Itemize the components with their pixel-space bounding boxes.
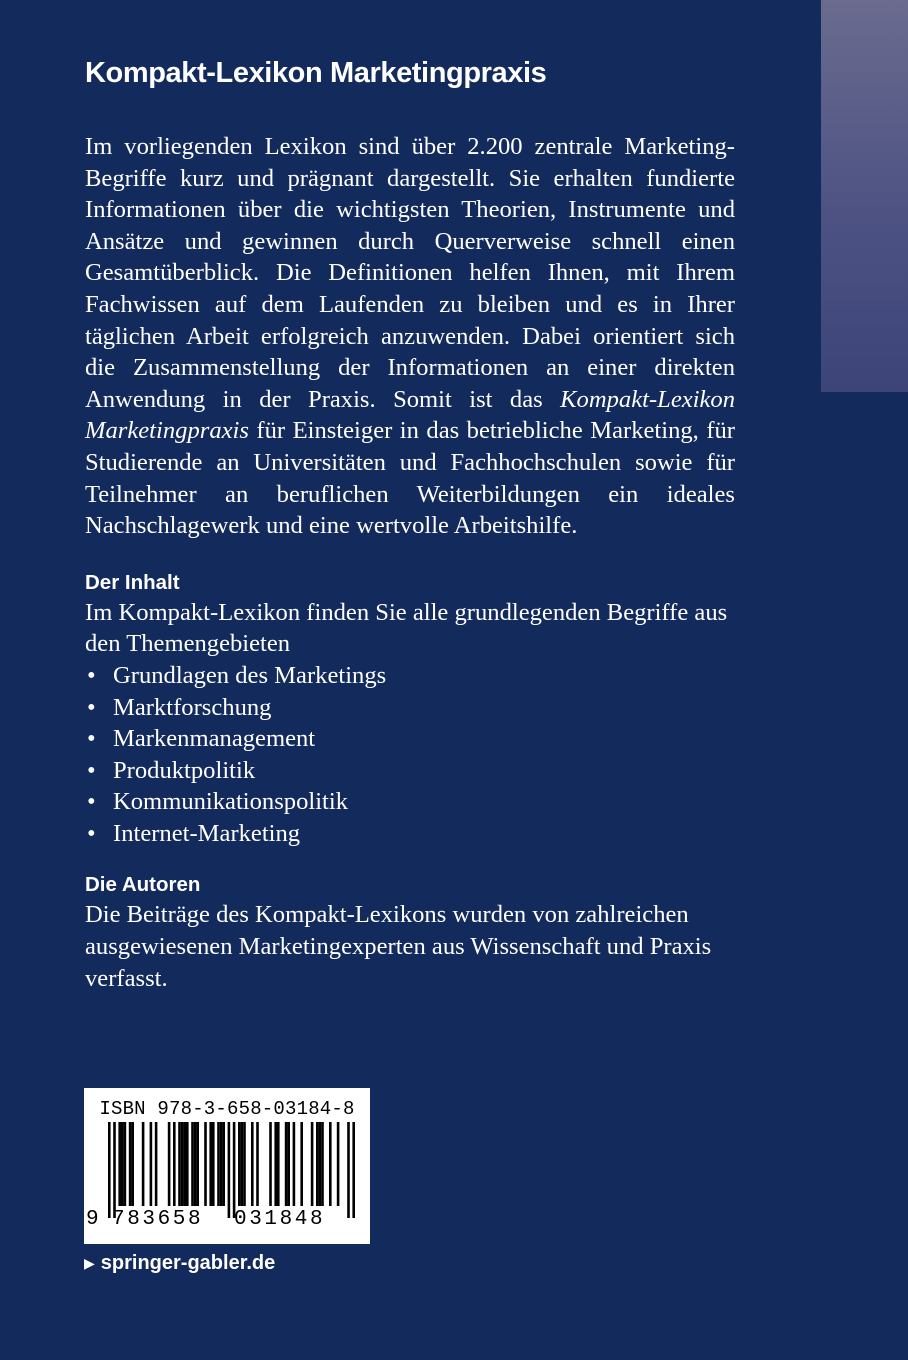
barcode-bar bbox=[204, 1122, 207, 1206]
barcode-bar bbox=[186, 1122, 189, 1206]
barcode-bar bbox=[129, 1122, 132, 1206]
isbn-text: ISBN 978-3-658-03184-8 bbox=[99, 1098, 355, 1120]
website-url: springer-gabler.de bbox=[100, 1252, 276, 1274]
description-text-start: Im vorliegenden Lexikon sind über 2.200 zentrale Marketing-Begriffe kurz und prägnant dargestellt. Sie erhalten fundierte Informationen über die wichtigsten Theorien, Instrumente und Ansätze und gewinnen durch Querverweise schnell einen Gesamtüberblick. Die Definitionen helfen Ihnen, mit Ihrem Fachwissen auf dem Laufenden zu bleiben und es in Ihrer täglichen Arbeit erfolgreich anzuwenden. Dabei orientiert sich die Zusammenstellung der Informationen an einer direkten Anwendung in der Praxis. Somit ist das bbox=[85, 133, 735, 413]
barcode-bar bbox=[220, 1122, 223, 1206]
barcode-bar bbox=[337, 1122, 340, 1206]
barcode-bar bbox=[319, 1122, 322, 1206]
autoren-text: Die Beiträge des Kompakt-Lexikons wurden von zahlreichen ausgewiesenen Marketingexperten aus Wissenschaft und Praxis verfasst. bbox=[85, 901, 712, 992]
barcode-bar bbox=[347, 1122, 350, 1218]
barcode-bar bbox=[168, 1122, 171, 1206]
barcode-bar bbox=[311, 1122, 314, 1206]
barcode-bar bbox=[269, 1122, 272, 1206]
barcode-bar bbox=[251, 1122, 254, 1206]
bullet: • bbox=[87, 756, 96, 784]
barcode-bar bbox=[285, 1122, 288, 1206]
barcode-bar bbox=[243, 1122, 246, 1206]
barcode-bar bbox=[274, 1122, 277, 1206]
list-item: • Marktforschung bbox=[85, 692, 735, 724]
barcode-bar bbox=[131, 1122, 134, 1206]
barcode-bar bbox=[178, 1122, 181, 1206]
list-item: • Kommunikationspolitik bbox=[85, 786, 735, 818]
barcode-bar bbox=[316, 1122, 319, 1206]
barcode-bars bbox=[98, 1122, 356, 1222]
barcode-bar bbox=[194, 1122, 197, 1206]
inhalt-heading: Der Inhalt bbox=[85, 570, 180, 594]
back-cover-content bbox=[85, 55, 735, 994]
barcode-bar bbox=[256, 1122, 259, 1206]
list-item: • Markenmanagement bbox=[85, 723, 735, 755]
bullet: • bbox=[87, 788, 96, 816]
barcode-bar bbox=[238, 1122, 241, 1206]
barcode-bar bbox=[352, 1122, 355, 1218]
play-arrow-icon: ▶ bbox=[84, 1255, 95, 1271]
description-paragraph bbox=[85, 131, 735, 542]
barcode-bar bbox=[222, 1122, 225, 1206]
isbn-barcode bbox=[84, 1088, 370, 1244]
barcode-bar bbox=[183, 1122, 186, 1206]
barcode-bar bbox=[121, 1122, 124, 1206]
barcode-right-digits: 031848 bbox=[234, 1208, 326, 1231]
decorative-side-band bbox=[821, 0, 908, 392]
barcode-bar bbox=[118, 1122, 121, 1206]
barcode-bar bbox=[233, 1122, 236, 1218]
barcode-bar bbox=[277, 1122, 280, 1206]
barcode-bar bbox=[300, 1122, 303, 1206]
bullet: • bbox=[87, 693, 96, 721]
topic-list bbox=[85, 660, 735, 850]
barcode-bar bbox=[217, 1122, 220, 1206]
website-link[interactable] bbox=[84, 1252, 275, 1275]
barcode-bar bbox=[209, 1122, 212, 1206]
barcode-bar bbox=[124, 1122, 127, 1206]
description-text-end: für Einsteiger in das betriebliche Marketing, für Studierende an Universitäten und Fachhochschulen sowie für Teilnehmer an beruflichen Weiterbildungen ein ideales Nachschlagewerk und eine wertvolle Arbeitshilfe. bbox=[85, 417, 735, 540]
bullet: • bbox=[87, 725, 96, 753]
barcode-bar bbox=[241, 1122, 244, 1206]
list-item: • Grundlagen des Marketings bbox=[85, 660, 735, 692]
barcode-bar bbox=[113, 1122, 116, 1218]
barcode-left-digits: 783658 bbox=[112, 1208, 204, 1231]
bullet: • bbox=[87, 661, 96, 689]
barcode-bar bbox=[108, 1122, 111, 1218]
bullet: • bbox=[87, 819, 96, 847]
list-item: • Produktpolitik bbox=[85, 755, 735, 787]
barcode-bar bbox=[155, 1122, 158, 1206]
barcode-bar bbox=[181, 1122, 184, 1206]
barcode-bar bbox=[212, 1122, 215, 1206]
description-title-italic: Kompakt-Lexikon Marketingpraxis bbox=[85, 385, 735, 445]
book-title: Kompakt-Lexikon Marketingpraxis bbox=[85, 57, 547, 89]
barcode-bar bbox=[173, 1122, 176, 1206]
barcode-bar bbox=[321, 1122, 324, 1206]
barcode-bar bbox=[293, 1122, 296, 1206]
barcode-first-digit: 9 bbox=[86, 1208, 99, 1231]
autoren-heading: Die Autoren bbox=[85, 873, 201, 897]
barcode-bar bbox=[142, 1122, 145, 1206]
inhalt-intro: Im Kompakt-Lexikon finden Sie alle grundlegenden Begriffe aus den Themengebieten bbox=[85, 598, 728, 658]
barcode-bar bbox=[228, 1122, 231, 1218]
list-item: • Internet-Marketing bbox=[85, 818, 735, 850]
barcode-bar bbox=[191, 1122, 194, 1206]
barcode-bar bbox=[150, 1122, 153, 1206]
barcode-bar bbox=[329, 1122, 332, 1206]
barcode-bar bbox=[196, 1122, 199, 1206]
barcode-bar bbox=[287, 1122, 290, 1206]
